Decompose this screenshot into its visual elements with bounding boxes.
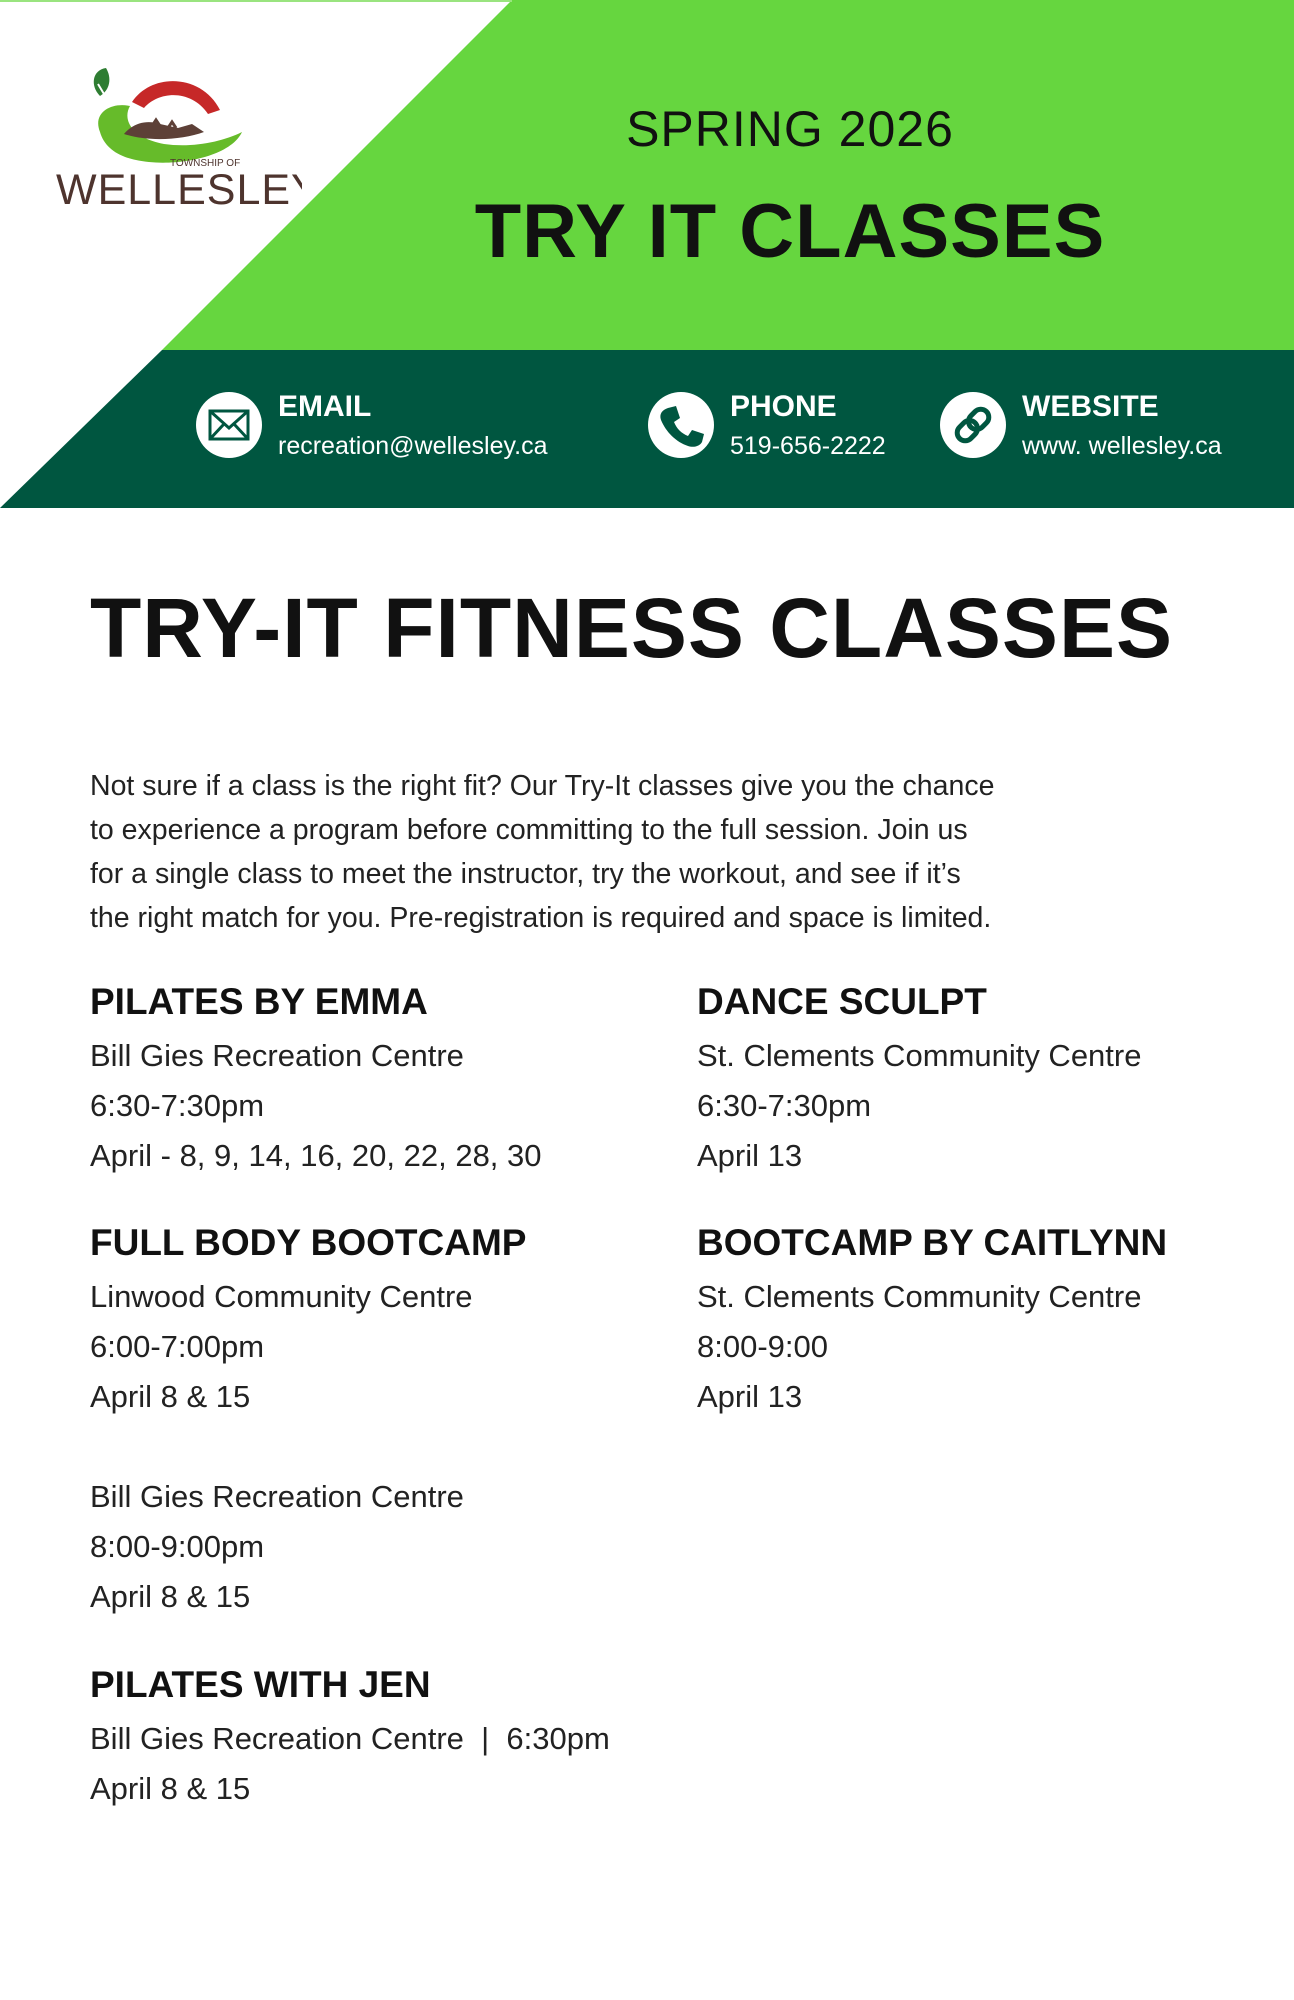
email-value[interactable]: recreation@wellesley.ca: [278, 432, 548, 460]
class-name: FULL BODY BOOTCAMP: [90, 1222, 527, 1263]
intro-paragraph: [90, 764, 1080, 940]
website-value[interactable]: www. wellesley.ca: [1022, 432, 1222, 460]
class-dates: April - 8, 9, 14, 16, 20, 22, 28, 30: [90, 1138, 542, 1173]
wellesley-logo: [52, 62, 302, 212]
phone-icon: [648, 392, 714, 458]
website-label: WEBSITE: [1022, 390, 1159, 423]
contact-website[interactable]: [940, 390, 1240, 470]
intro-line: for a single class to meet the instructor, try the workout, and see if it’s: [90, 858, 961, 890]
phone-label: PHONE: [730, 390, 837, 423]
class-name: PILATES BY EMMA: [90, 981, 428, 1022]
class-location: St. Clements Community Centre: [697, 1038, 1142, 1073]
class-time: 8:00-9:00: [697, 1329, 828, 1364]
contact-email[interactable]: [196, 390, 576, 470]
class-bootcamp-caitlynn: [697, 1218, 1257, 1422]
logo-name: WELLESLEY: [56, 166, 302, 212]
intro-line: Not sure if a class is the right fit? Our Try-It classes give you the chance: [90, 770, 995, 802]
class-dates: April 13: [697, 1379, 803, 1414]
class-time: 6:30-7:30pm: [90, 1088, 265, 1123]
class-location-time: Bill Gies Recreation Centre | 6:30pm: [90, 1721, 610, 1756]
email-label: EMAIL: [278, 390, 372, 423]
header-banner: [0, 0, 1294, 508]
class-full-body-bootcamp: [90, 1218, 650, 1622]
class-name: PILATES WITH JEN: [90, 1664, 431, 1705]
class-name: BOOTCAMP BY CAITLYNN: [697, 1222, 1168, 1263]
header-title: TRY IT CLASSES: [474, 189, 1106, 274]
season-label: SPRING 2026: [626, 101, 954, 157]
class-dates: April 8 & 15: [90, 1379, 251, 1414]
class-time: 6:30-7:30pm: [697, 1088, 872, 1123]
intro-line: to experience a program before committing to the full session. Join us: [90, 814, 968, 846]
intro-line: the right match for you. Pre-registration is required and space is limited.: [90, 902, 992, 934]
class-dance-sculpt: [697, 977, 1257, 1181]
class-location: St. Clements Community Centre: [697, 1279, 1142, 1314]
class-location: Linwood Community Centre: [90, 1279, 473, 1314]
logo-small-text: TOWNSHIP OF: [170, 158, 241, 169]
page-title: TRY-IT FITNESS CLASSES: [90, 581, 1173, 675]
class-pilates-jen: [90, 1660, 790, 1814]
class-location: Bill Gies Recreation Centre: [90, 1479, 464, 1514]
class-time: 8:00-9:00pm: [90, 1529, 265, 1564]
phone-value[interactable]: 519-656-2222: [730, 432, 886, 460]
envelope-icon: [196, 392, 262, 458]
contact-phone[interactable]: [648, 390, 898, 470]
class-location: Bill Gies Recreation Centre: [90, 1038, 464, 1073]
class-time: 6:00-7:00pm: [90, 1329, 265, 1364]
class-dates: April 13: [697, 1138, 803, 1173]
class-name: DANCE SCULPT: [697, 981, 987, 1022]
link-icon: [940, 392, 1006, 458]
class-dates: April 8 & 15: [90, 1579, 251, 1614]
class-dates: April 8 & 15: [90, 1771, 251, 1806]
class-pilates-emma: [90, 977, 650, 1181]
